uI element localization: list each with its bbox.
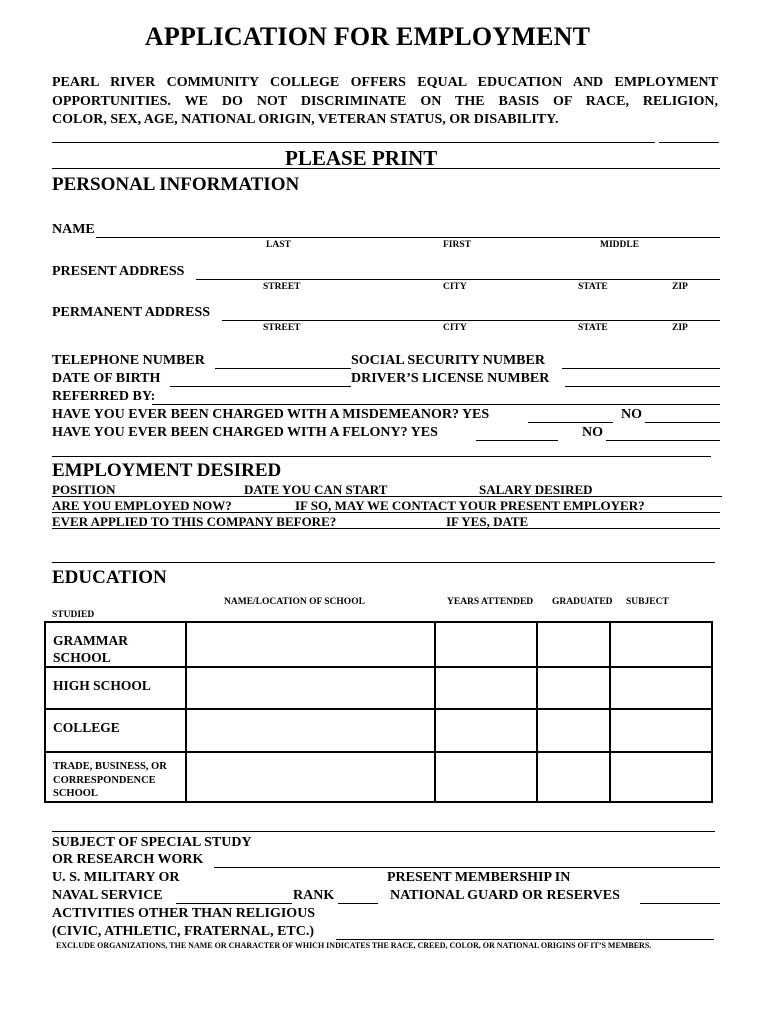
present-address-field[interactable]	[196, 279, 720, 280]
permanent-address-field[interactable]	[222, 320, 720, 321]
activities-label-2: (CIVIC, ATHLETIC, FRATERNAL, ETC.)	[52, 924, 315, 939]
education-row-text: SCHOOL	[53, 650, 111, 665]
name-field[interactable]	[96, 237, 720, 238]
referred-label: REFERRED BY:	[52, 389, 156, 404]
education-row-label	[45, 709, 186, 752]
special-study-label: SUBJECT OF SPECIAL STUDY	[52, 835, 252, 850]
education-row	[45, 709, 712, 752]
misdemeanor-yes-field[interactable]	[528, 422, 613, 423]
col-subject-header: SUBJECT	[626, 597, 669, 607]
name-sub-middle: MIDDLE	[600, 240, 640, 250]
years-cell[interactable]	[435, 622, 537, 667]
dob-field[interactable]	[170, 386, 351, 387]
dob-label: DATE OF BIRTH	[52, 371, 161, 386]
salary-label: SALARY DESIRED	[479, 482, 593, 497]
col-graduated-header: GRADUATED	[552, 597, 613, 607]
name-label: NAME	[52, 222, 95, 237]
please-print-heading: PLEASE PRINT	[285, 146, 438, 170]
school-cell[interactable]	[186, 667, 435, 709]
applied-before-label: EVER APPLIED TO THIS COMPANY BEFORE?	[52, 514, 337, 529]
employment-heading: EMPLOYMENT DESIRED	[52, 460, 282, 481]
education-row-text: CORRESPONDENCE	[53, 774, 156, 786]
notice-line: OPPORTUNITIES. WE DO NOT DISCRIMINATE ON THE BASIS OF RACE, RELIGION,	[52, 93, 718, 109]
position-label: POSITION	[52, 482, 116, 497]
col-years-header: YEARS ATTENDED	[447, 597, 534, 607]
membership-label: PRESENT MEMBERSHIP IN	[387, 870, 571, 885]
years-cell[interactable]	[435, 752, 537, 802]
subject-cell[interactable]	[610, 667, 712, 709]
school-cell[interactable]	[186, 622, 435, 667]
education-row	[45, 622, 712, 667]
permanent-address-label: PERMANENT ADDRESS	[52, 305, 211, 320]
employment-line-1[interactable]	[52, 496, 722, 497]
education-row-text: COLLEGE	[53, 720, 120, 735]
address-sub-state: STATE	[578, 282, 608, 292]
address-sub-city: CITY	[443, 282, 467, 292]
address-sub-city: CITY	[443, 323, 467, 333]
education-row	[45, 752, 712, 802]
felony-no-field[interactable]	[606, 440, 720, 441]
activities-field[interactable]	[336, 939, 714, 940]
subject-cell[interactable]	[610, 622, 712, 667]
education-row-text: SCHOOL	[53, 788, 98, 799]
school-cell[interactable]	[186, 709, 435, 752]
address-sub-zip: ZIP	[672, 282, 688, 292]
notice-line: COLOR, SEX, AGE, NATIONAL ORIGIN, VETERAN STATUS, OR DISABILITY.	[52, 112, 559, 127]
rank-field[interactable]	[338, 903, 378, 904]
felony-question: HAVE YOU EVER BEEN CHARGED WITH A FELONY? YES	[52, 425, 438, 440]
personal-info-heading: PERSONAL INFORMATION	[52, 174, 300, 195]
felony-yes-field[interactable]	[476, 440, 558, 441]
divider	[52, 831, 715, 832]
license-label: DRIVER’S LICENSE NUMBER	[351, 371, 550, 386]
ssn-field[interactable]	[562, 368, 720, 369]
col-studied-header: STUDIED	[52, 610, 95, 620]
referred-field[interactable]	[152, 404, 720, 405]
school-cell[interactable]	[186, 752, 435, 802]
address-sub-street: STREET	[263, 323, 301, 333]
education-row-text: TRADE, BUSINESS, OR	[53, 761, 167, 772]
equal-opportunity-notice	[52, 74, 718, 130]
col-school-header: NAME/LOCATION OF SCHOOL	[224, 597, 365, 607]
divider	[52, 562, 715, 563]
education-row-text: HIGH SCHOOL	[53, 678, 151, 693]
name-sub-last: LAST	[266, 240, 291, 250]
graduated-cell[interactable]	[537, 752, 610, 802]
education-row-text: GRAMMAR	[53, 633, 128, 648]
divider	[52, 142, 655, 143]
misdemeanor-no-label: NO	[621, 407, 642, 422]
misdemeanor-no-field[interactable]	[645, 422, 720, 423]
contact-employer-label: IF SO, MAY WE CONTACT YOUR PRESENT EMPLOYER?	[295, 498, 645, 513]
military-label: U. S. MILITARY OR	[52, 870, 180, 885]
education-row	[45, 667, 712, 709]
notice-line: PEARL RIVER COMMUNITY COLLEGE OFFERS EQUAL EDUCATION AND EMPLOYMENT	[52, 75, 718, 90]
felony-no-label: NO	[582, 425, 603, 440]
divider	[52, 168, 720, 169]
address-sub-zip: ZIP	[672, 323, 688, 333]
membership-label-2: NATIONAL GUARD OR RESERVES	[390, 888, 620, 903]
education-row-label	[45, 622, 186, 667]
membership-field[interactable]	[640, 903, 720, 904]
education-table	[44, 621, 713, 803]
address-sub-state: STATE	[578, 323, 608, 333]
education-heading: EDUCATION	[52, 567, 167, 588]
rank-label: RANK	[293, 888, 335, 903]
military-service-field[interactable]	[176, 903, 292, 904]
military-label-2: NAVAL SERVICE	[52, 888, 163, 903]
education-row-label	[45, 667, 186, 709]
special-study-label-2: OR RESEARCH WORK	[52, 852, 204, 867]
ssn-label: SOCIAL SECURITY NUMBER	[351, 353, 545, 368]
telephone-label: TELEPHONE NUMBER	[52, 353, 205, 368]
exclude-note: EXCLUDE ORGANIZATIONS, THE NAME OR CHARACTER OF WHICH INDICATES THE RACE, CREED, COLOR, OR NATIONAL ORIGINS OF IT’S MEMBERS.	[56, 941, 652, 950]
start-date-label: DATE YOU CAN START	[244, 482, 388, 497]
years-cell[interactable]	[435, 709, 537, 752]
subject-cell[interactable]	[610, 709, 712, 752]
years-cell[interactable]	[435, 667, 537, 709]
graduated-cell[interactable]	[537, 709, 610, 752]
graduated-cell[interactable]	[537, 667, 610, 709]
subject-cell[interactable]	[610, 752, 712, 802]
address-sub-street: STREET	[263, 282, 301, 292]
graduated-cell[interactable]	[537, 622, 610, 667]
education-row-label	[45, 752, 186, 802]
activities-label: ACTIVITIES OTHER THAN RELIGIOUS	[52, 906, 316, 921]
form-title: APPLICATION FOR EMPLOYMENT	[144, 22, 591, 51]
divider	[52, 456, 711, 457]
special-study-field[interactable]	[214, 867, 720, 868]
misdemeanor-question: HAVE YOU EVER BEEN CHARGED WITH A MISDEMEANOR? YES	[52, 407, 490, 422]
employment-line-3[interactable]	[52, 528, 720, 529]
license-field[interactable]	[565, 386, 720, 387]
if-yes-date-label: IF YES, DATE	[446, 514, 529, 529]
telephone-field[interactable]	[215, 368, 351, 369]
employed-now-label: ARE YOU EMPLOYED NOW?	[52, 498, 232, 513]
divider	[659, 142, 719, 143]
employment-line-2[interactable]	[52, 512, 720, 513]
name-sub-first: FIRST	[443, 240, 471, 250]
present-address-label: PRESENT ADDRESS	[52, 264, 185, 279]
